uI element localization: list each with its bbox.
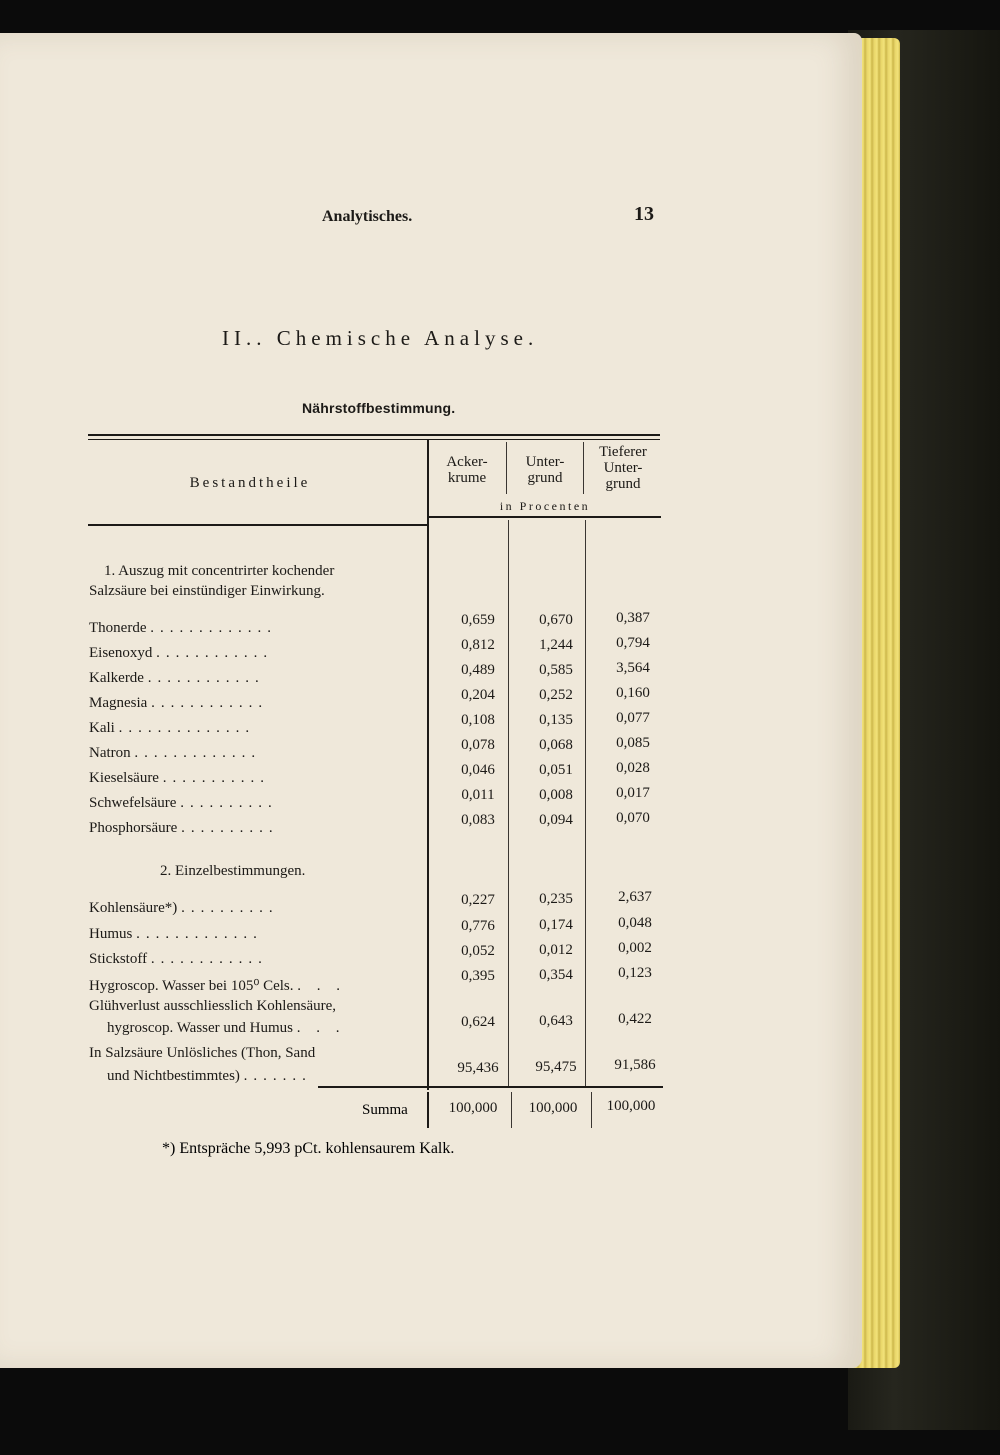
col-header-untergrund: Unter- grund [525, 454, 565, 486]
col-divider-1 [506, 442, 507, 494]
table-top-rule-2 [88, 439, 660, 440]
summa-divider-2 [591, 1092, 592, 1128]
table-top-rule [88, 434, 660, 436]
running-title: Analytisches. [322, 208, 413, 225]
group1-title-line1: 1. Auszug mit concentrirter kochender [104, 563, 335, 579]
header-bottom-rule [88, 524, 428, 526]
summa-rule [318, 1086, 663, 1088]
col-header-tieferer: Tieferer Unter- grund [599, 444, 647, 492]
summa-divider-1 [511, 1092, 512, 1128]
group2-title: 2. Einzelbestimmungen. [160, 863, 306, 879]
col-header-ackerkrume: Acker- krume [446, 454, 488, 486]
section-title: II.. Chemische Analyse. [222, 326, 539, 350]
table-divider [427, 440, 429, 1090]
col-header-component: Bestandtheile [189, 475, 311, 491]
col-header-unit: in Procenten [499, 499, 591, 513]
footnote: *) Entspräche 5,993 pCt. kohlensaurem Kalk. [162, 1140, 455, 1157]
summa-label: Summa [362, 1102, 408, 1118]
summa-divider-0 [427, 1092, 429, 1128]
group1-title-line2: Salzsäure bei einstündiger Einwirkung. [89, 583, 325, 599]
unit-bottom-rule [428, 516, 661, 518]
table-subtitle: Nährstoffbestimmung. [302, 400, 456, 416]
summa-b: 100,000 [528, 1100, 578, 1116]
col-divider-2 [583, 442, 584, 494]
summa-a: 100,000 [448, 1100, 498, 1116]
page-number: 13 [634, 203, 654, 225]
summa-c: 100,000 [606, 1098, 656, 1114]
